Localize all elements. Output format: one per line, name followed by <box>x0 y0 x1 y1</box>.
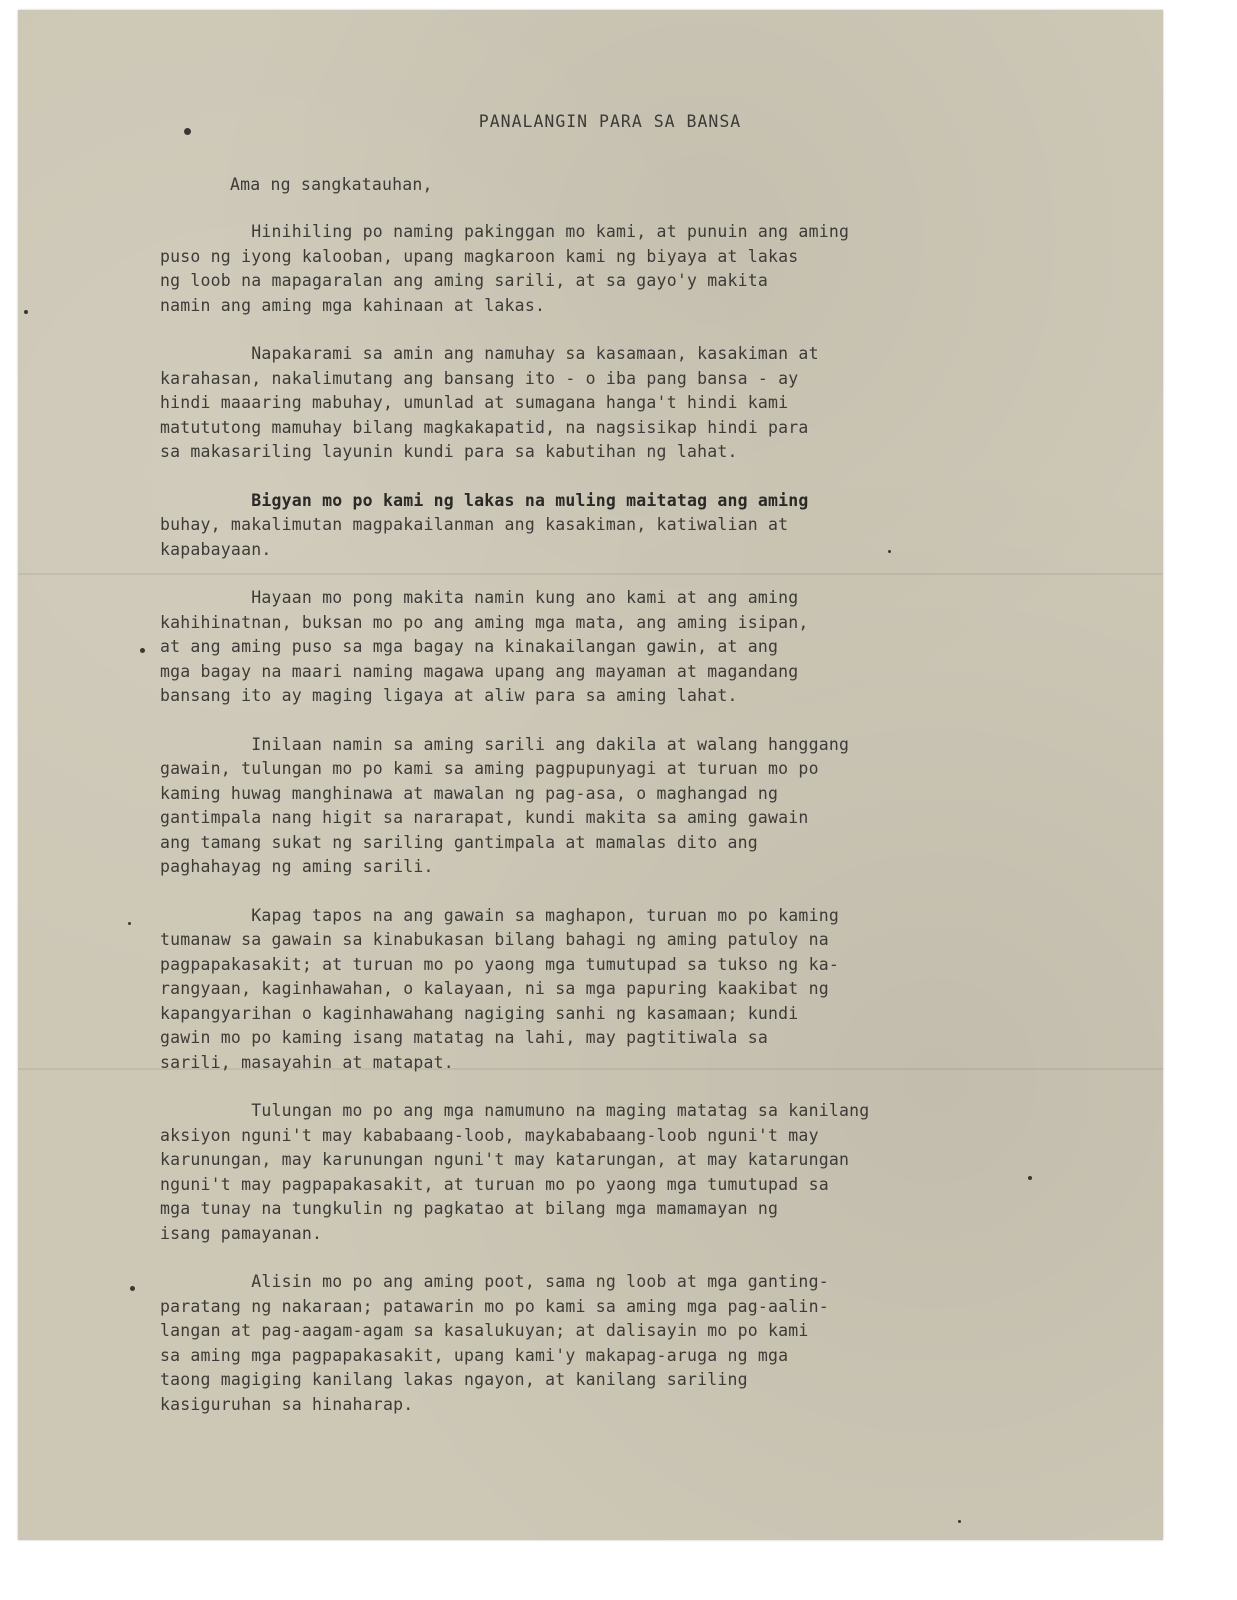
paragraph <box>160 733 1040 880</box>
paragraph <box>160 220 1040 318</box>
text-line: isang pamayanan. <box>160 1223 323 1243</box>
text-line: kasiguruhan sa hinaharap. <box>160 1394 414 1414</box>
text-line: langan at pag-aagam-agam sa kasalukuyan; at dalisayin mo po kami <box>160 1321 809 1340</box>
ink-speck <box>140 648 145 653</box>
paragraph <box>160 489 1040 563</box>
text-line: gantimpala nang higit sa nararapat, kundi makita sa aming gawain <box>160 808 809 827</box>
text-line: buhay, makalimutan magpakailanman ang kasakiman, katiwalian at <box>160 515 789 534</box>
paragraph <box>160 586 1040 709</box>
text-line: sa aming mga pagpapakasakit, upang kami'y makapag-aruga ng mga <box>160 1345 789 1365</box>
text-line: pagpapakasakit; at turuan mo po yaong mga tumutupad sa tukso ng ka- <box>160 954 839 974</box>
text-line: aksiyon nguni't may kababaang-loob, maykababaang-loob nguni't may <box>160 1125 819 1145</box>
text-line: at ang aming puso sa mga bagay na kinakailangan gawin, at ang <box>160 637 779 656</box>
text-line: matututong mamuhay bilang magkakapatid, na nagsisikap hindi para <box>160 417 809 437</box>
paragraph <box>160 904 1040 1076</box>
text-line: karunungan, may karunungan nguni't may katarungan, at may katarungan <box>160 1150 850 1169</box>
text-line: sarili, masayahin at matapat. <box>160 1052 454 1072</box>
text-line: Hayaan mo pong makita namin kung ano kami at ang aming <box>160 588 799 607</box>
paragraph <box>160 1099 1040 1246</box>
paragraph <box>160 342 1040 465</box>
text-line: kapangyarihan o kaginhawahang nagiging sanhi ng kasamaan; kundi <box>160 1003 799 1023</box>
document-title: PANALANGIN PARA SA BANSA <box>478 112 742 131</box>
text-line: gawain, tulungan mo po kami sa aming pagpupunyagi at turuan mo po <box>160 759 819 778</box>
text-line: mga bagay na maari naming magawa upang ang mayaman at magandang <box>160 661 799 681</box>
text-line: kapabayaan. <box>160 539 272 559</box>
text-line: Tulungan mo po ang mga namumuno na maging matatag sa kanilang <box>160 1101 870 1120</box>
ink-speck <box>958 1520 961 1523</box>
text-line: bansang ito ay maging ligaya at aliw para sa aming lahat. <box>160 686 738 705</box>
text-line: gawin mo po kaming isang matatag na lahi, may pagtitiwala sa <box>160 1028 769 1047</box>
text-line: Hinihiling po naming pakinggan mo kami, at punuin ang aming <box>160 222 850 241</box>
text-line: sa makasariling layunin kundi para sa kabutihan ng lahat. <box>160 442 738 461</box>
text-line: ang tamang sukat ng sariling gantimpala at mamalas dito ang <box>160 832 758 852</box>
text-line: nguni't may pagpapakasakit, at turuan mo po yaong mga tumutupad sa <box>160 1174 829 1194</box>
text-line: paghahayag ng aming sarili. <box>160 857 434 876</box>
text-line: Alisin mo po ang aming poot, sama ng loob at mga ganting- <box>160 1272 829 1291</box>
text-line: kahihinatnan, buksan mo po ang aming mga mata, ang aming isipan, <box>160 612 809 632</box>
ink-speck <box>128 922 131 925</box>
text-line: puso ng iyong kalooban, upang magkaroon kami ng biyaya at lakas <box>160 246 799 266</box>
text-line: mga tunay na tungkulin ng pagkatao at bilang mga mamamayan ng <box>160 1199 779 1218</box>
ink-speck <box>24 310 28 314</box>
text-line: Bigyan mo po kami ng lakas na muling maitatag ang aming <box>160 490 809 510</box>
text-line: namin ang aming mga kahinaan at lakas. <box>160 295 546 315</box>
text-line: Kapag tapos na ang gawain sa maghapon, turuan mo po kaming <box>160 905 839 925</box>
document-body <box>160 110 1040 1441</box>
paragraph <box>160 1270 1040 1417</box>
text-line: kaming huwag manghinawa at mawalan ng pag-asa, o maghangad ng <box>160 783 779 803</box>
salutation: Ama ng sangkatauhan, <box>230 174 433 194</box>
text-line: ng loob na mapagaralan ang aming sarili, at sa gayo'y makita <box>160 271 769 290</box>
text-line: karahasan, nakalimutang ang bansang ito - o iba pang bansa - ay <box>160 368 799 388</box>
text-line: Inilaan namin sa aming sarili ang dakila at walang hanggang <box>160 734 850 754</box>
text-line: rangyaan, kaginhawahan, o kalayaan, ni sa mga papuring kaakibat ng <box>160 979 829 998</box>
text-line: tumanaw sa gawain sa kinabukasan bilang bahagi ng aming patuloy na <box>160 930 829 949</box>
ink-speck <box>130 1286 135 1291</box>
text-line: Napakarami sa amin ang namuhay sa kasamaan, kasakiman at <box>160 344 819 363</box>
text-line: paratang ng nakaraan; patawarin mo po kami sa aming mga pag-aalin- <box>160 1296 829 1316</box>
text-line: taong magiging kanilang lakas ngayon, at kanilang sariling <box>160 1370 748 1389</box>
text-line: hindi maaaring mabuhay, umunlad at sumagana hanga't hindi kami <box>160 393 789 412</box>
